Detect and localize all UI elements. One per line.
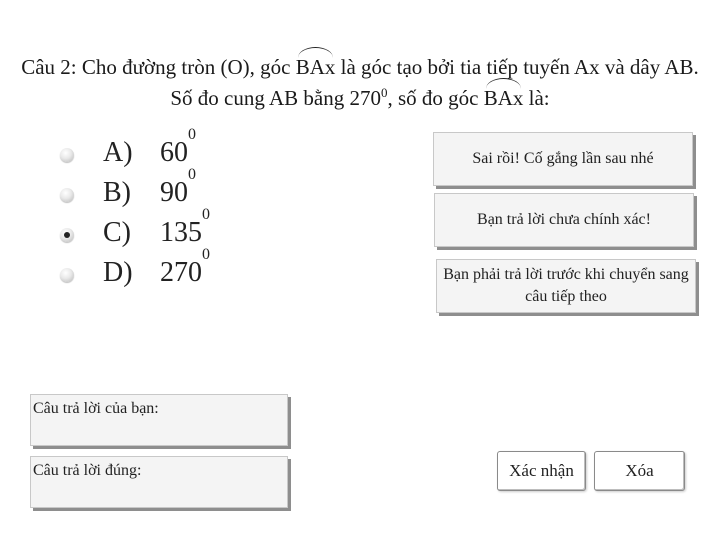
option-b[interactable] [60,165,390,215]
radio-c[interactable] [60,228,74,242]
question-part4: là: [523,86,550,110]
confirm-button[interactable]: Xác nhận [497,451,586,491]
option-value: $135^0$ [160,205,210,248]
question-part1: Câu 2: Cho đường tròn (O), góc [21,55,296,79]
radio-a[interactable] [60,148,74,162]
radio-d[interactable] [60,268,74,282]
feedback-must-answer: Bạn phải trả lời trước khi chuyển sang câu tiếp theo [436,259,696,313]
option-a[interactable] [60,125,390,175]
option-letter: C) [103,217,131,248]
degree-sup: 0 [380,85,388,100]
feedback-wrong: Sai rồi! Cố gắng lần sau nhé [433,132,693,186]
option-d[interactable] [60,245,390,295]
correct-answer-label: Câu trả lời đúng: [33,462,142,479]
answer-options [60,125,390,295]
angle-bax-arc-2: BAx [484,83,524,114]
your-answer-box [30,394,288,446]
option-value: $60^0$ [160,125,196,168]
correct-answer-box [30,456,288,508]
option-c[interactable] [60,205,390,255]
option-letter: B) [103,177,131,208]
option-value: $90^0$ [160,165,196,208]
option-letter: A) [103,137,133,168]
your-answer-label: Câu trả lời của bạn: [33,400,159,417]
radio-b[interactable] [60,188,74,202]
feedback-incorrect: Bạn trả lời chưa chính xác! [434,193,694,247]
option-letter: D) [103,257,133,288]
question-text [20,52,700,114]
option-value: $270^0$ [160,245,210,288]
question-part2: là góc tạo bởi tia tiếp tuyến Ax và dây AB. Số đo cung AB bằng 270 [170,55,699,110]
clear-button[interactable]: Xóa [594,451,685,491]
question-part3: , số đo góc [387,86,484,110]
angle-bax-arc: BAx [296,52,336,83]
